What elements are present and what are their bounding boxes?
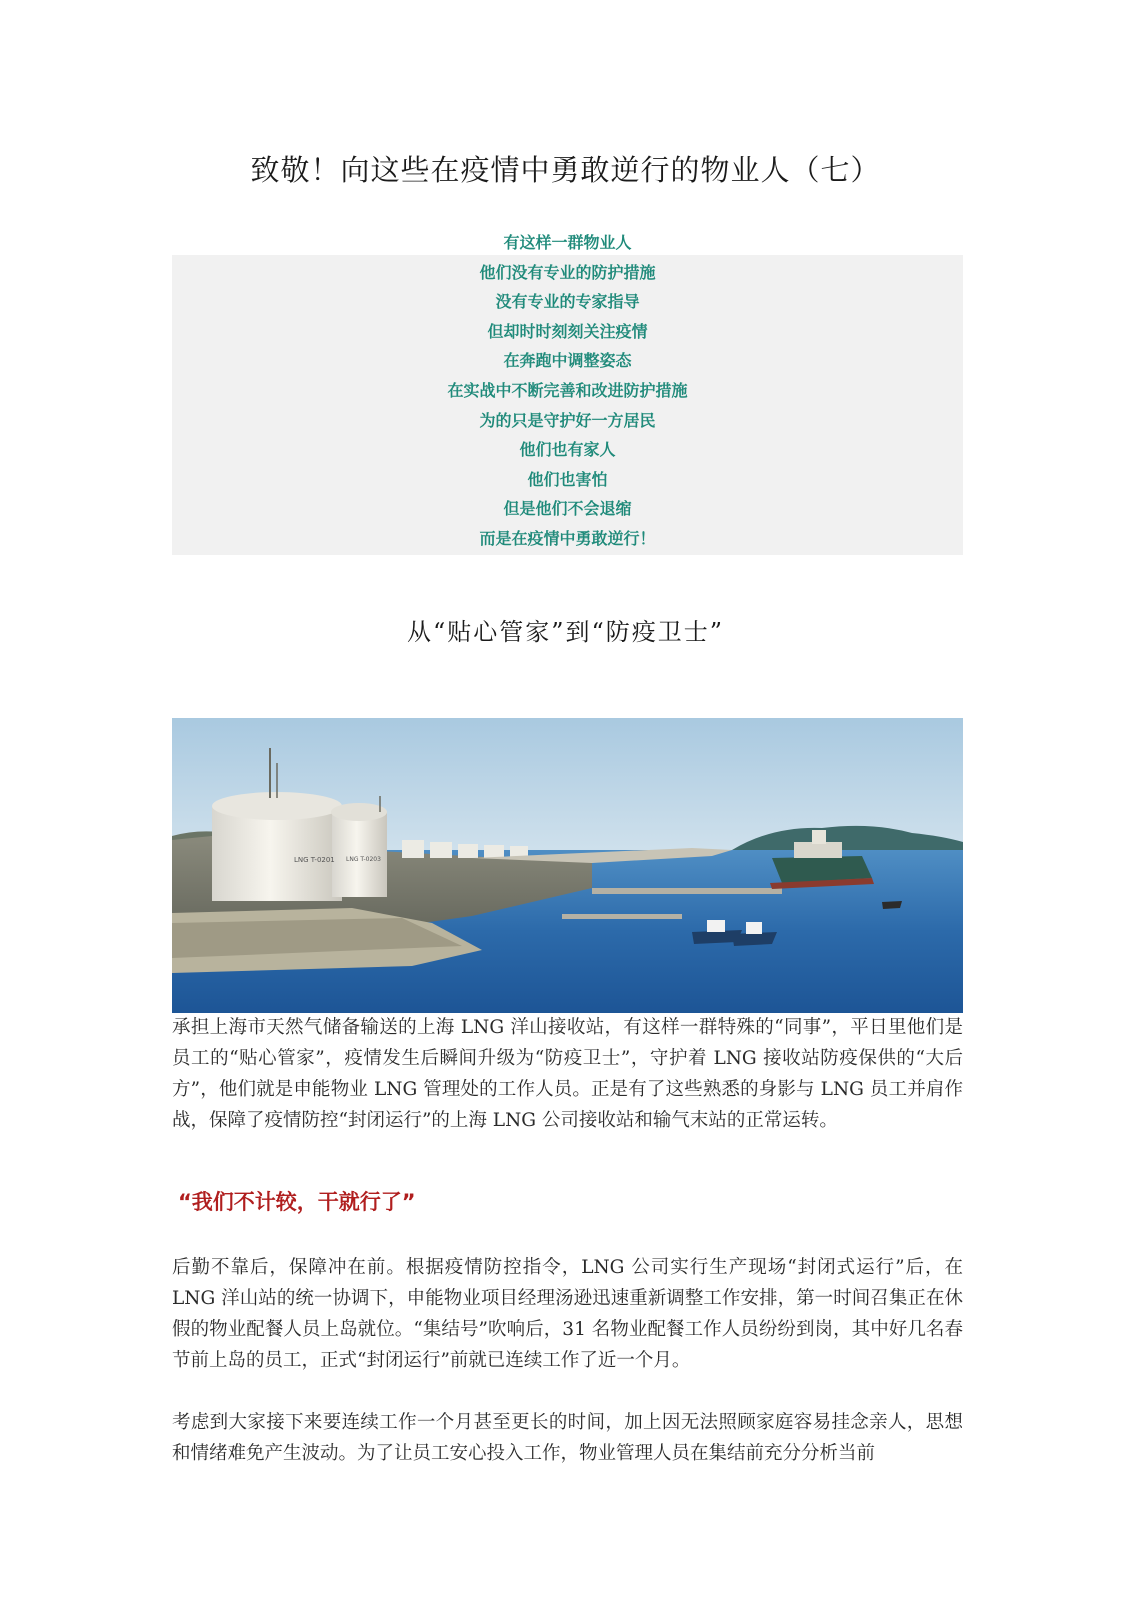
poem-line: 但却时时刻刻关注疫情 [487, 321, 648, 341]
poem-line: 他们没有专业的防护措施 [479, 262, 656, 282]
poem-line: 但是他们不会退缩 [503, 499, 632, 519]
poem-line: 有这样一群物业人 [503, 233, 632, 252]
lng-terminal-photo [172, 718, 963, 1013]
subsection-heading: “我们不计较，干就行了” [178, 1190, 416, 1214]
poem-line: 在奔跑中调整姿态 [503, 351, 632, 371]
poem-line: 他们也有家人 [519, 440, 616, 460]
poem-line: 为的只是守护好一方居民 [479, 410, 656, 430]
body-paragraph: 考虑到大家接下来要连续工作一个月甚至更长的时间，加上因无法照顾家庭容易挂念亲人，思想和情绪难免产生波动。为了让员工安心投入工作，物业管理人员在集结前充分分析当前 [172, 1412, 963, 1464]
body-paragraph: 承担上海市天然气储备输送的上海 LNG 洋山接收站，有这样一群特殊的“同事”，平日里他们是员工的“贴心管家”，疫情发生后瞬间升级为“防疫卫士”，守护着 LNG 接收站防疫保供的“大后方”，他们就是申能物业 LNG 管理处的工作人员。正是有了这些熟悉的身影与 LNG 员工并肩作战，保障了疫情防控“封闭运行”的上海 LNG 公司接收站和输气末站的正常运转。 [172, 1017, 963, 1131]
tank-label: LNG T-0203 [346, 856, 381, 863]
poem-line: 他们也害怕 [527, 469, 608, 489]
page-title: 致敬！向这些在疫情中勇敢逆行的物业人（七） [250, 153, 881, 187]
poem-line: 没有专业的专家指导 [495, 292, 640, 312]
poem [172, 228, 963, 554]
tank-label: LNG T-0201 [294, 856, 335, 864]
section-heading: 从“贴心管家”到“防疫卫士” [406, 618, 725, 646]
poem-line: 而是在疫情中勇敢逆行！ [479, 528, 656, 548]
poem-line: 在实战中不断完善和改进防护措施 [447, 380, 688, 400]
body-paragraph: 后勤不靠后，保障冲在前。根据疫情防控指令，LNG 公司实行生产现场“封闭式运行”后，在 LNG 洋山站的统一协调下，申能物业项目经理汤逊迅速重新调整工作安排，第一时间召集正在休假的物业配餐人员上岛就位。“集结号”吹响后，31 名物业配餐工作人员纷纷到岗，其中好几名春节前上岛的员工，正式“封闭运行”前就已连续工作了近一个月。 [172, 1257, 963, 1371]
